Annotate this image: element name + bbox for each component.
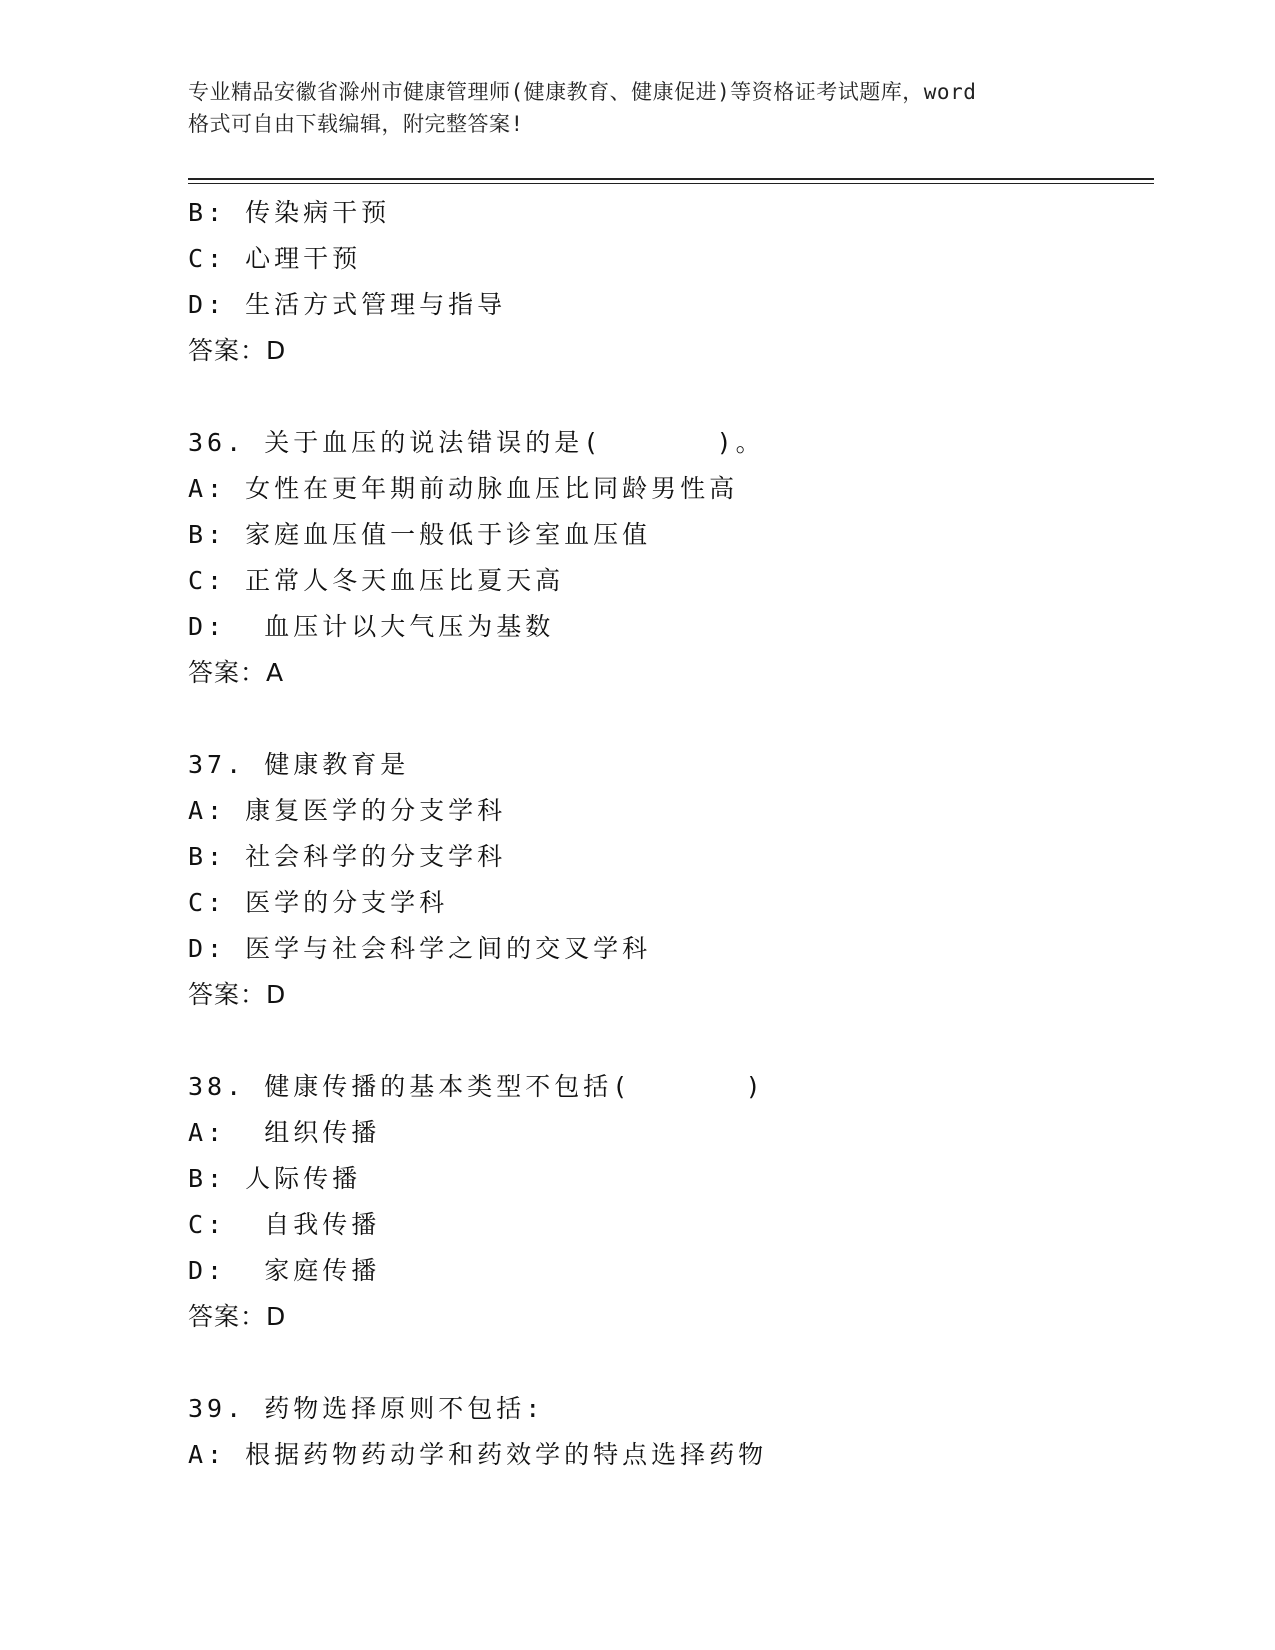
option-c: C: 医学的分支学科 — [188, 888, 449, 917]
option-b: B: 家庭血压值一般低于诊室血压值 — [188, 520, 652, 549]
option-d: D: 医学与社会科学之间的交叉学科 — [188, 934, 652, 963]
spacer — [188, 1018, 1148, 1064]
question-36 — [188, 420, 1148, 696]
page-header — [188, 76, 1088, 140]
option-d: D: 家庭传播 — [188, 1256, 381, 1285]
option-a: A: 组织传播 — [188, 1118, 381, 1147]
header-line-1: 专业精品安徽省滁州市健康管理师(健康教育、健康促进)等资格证考试题库，word — [188, 80, 977, 104]
answer-line: 答案：A — [188, 658, 285, 687]
option-c: C: 正常人冬天血压比夏天高 — [188, 566, 565, 595]
question-stem: 39. 药物选择原则不包括: — [188, 1394, 545, 1423]
header-divider-thin — [188, 183, 1154, 184]
option-b: B: 传染病干预 — [188, 198, 391, 227]
question-37 — [188, 742, 1148, 1018]
question-stem: 38. 健康传播的基本类型不包括( ) — [188, 1072, 765, 1101]
question-stem: 37. 健康教育是 — [188, 750, 410, 779]
question-39 — [188, 1386, 1148, 1478]
option-a: A: 女性在更年期前动脉血压比同龄男性高 — [188, 474, 739, 503]
header-divider-thick — [188, 178, 1154, 180]
option-d: D: 生活方式管理与指导 — [188, 290, 507, 319]
option-b: B: 社会科学的分支学科 — [188, 842, 507, 871]
option-d: D: 血压计以大气压为基数 — [188, 612, 555, 641]
spacer — [188, 374, 1148, 420]
answer-line: 答案：D — [188, 1302, 287, 1331]
header-line-2: 格式可自由下载编辑，附完整答案! — [188, 112, 524, 136]
spacer — [188, 1340, 1148, 1386]
option-c: C: 心理干预 — [188, 244, 362, 273]
spacer — [188, 696, 1148, 742]
question-35-fragment — [188, 190, 1148, 374]
option-b: B: 人际传播 — [188, 1164, 362, 1193]
option-a: A: 根据药物药动学和药效学的特点选择药物 — [188, 1440, 768, 1469]
option-a: A: 康复医学的分支学科 — [188, 796, 507, 825]
answer-line: 答案：D — [188, 980, 287, 1009]
answer-line: 答案：D — [188, 336, 287, 365]
question-list — [188, 190, 1148, 1478]
option-c: C: 自我传播 — [188, 1210, 381, 1239]
question-38 — [188, 1064, 1148, 1340]
question-stem: 36. 关于血压的说法错误的是( )。 — [188, 428, 765, 457]
